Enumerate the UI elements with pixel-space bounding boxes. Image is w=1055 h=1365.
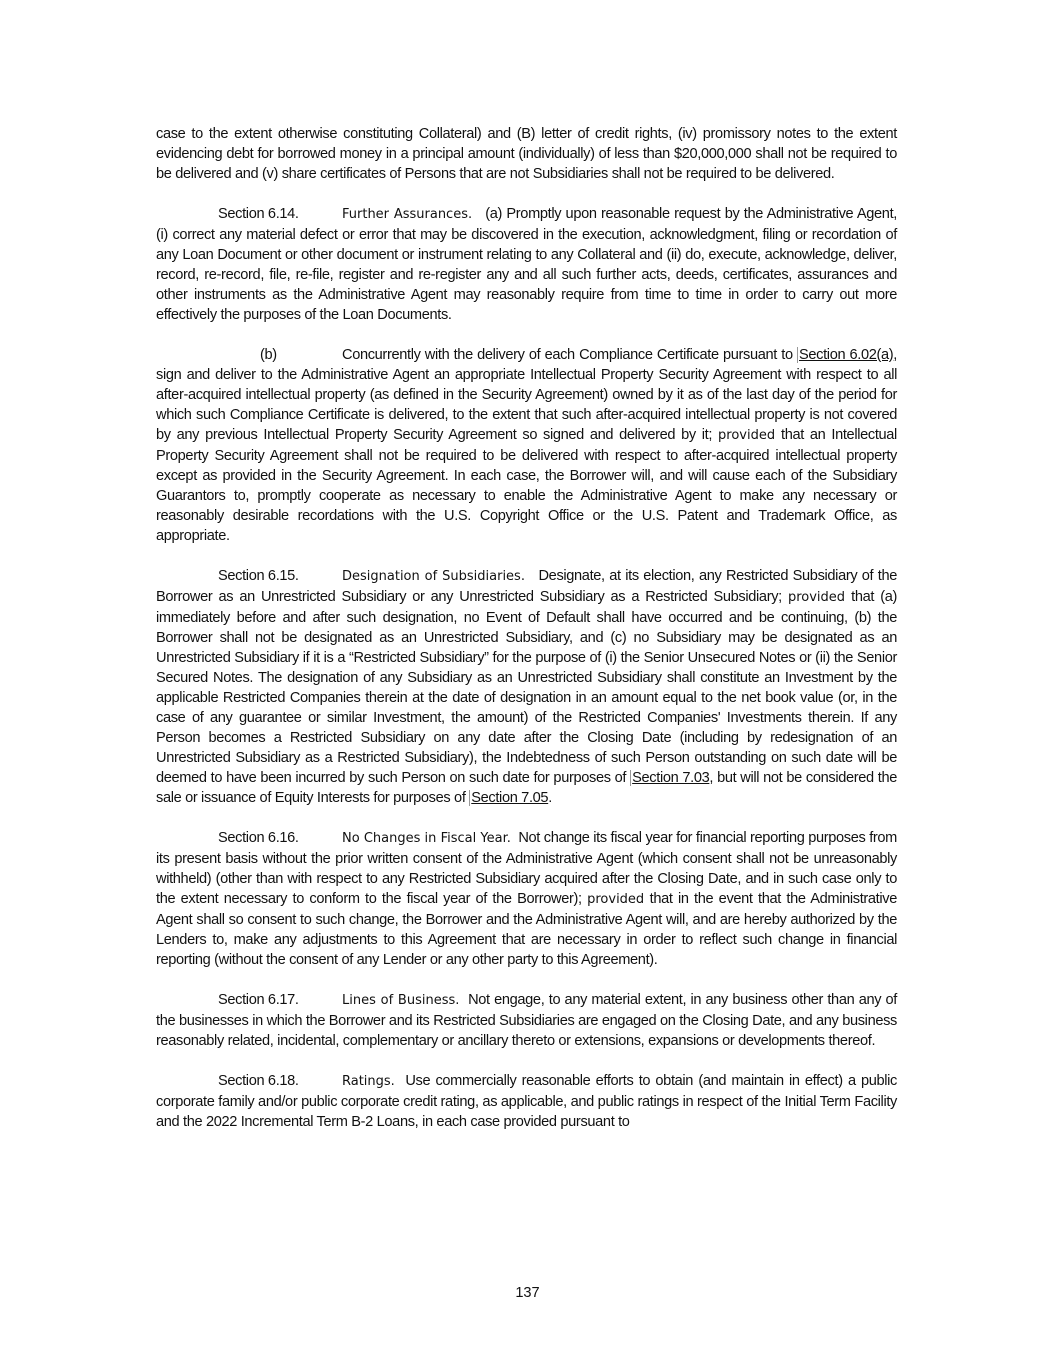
section-6-18 bbox=[156, 1071, 897, 1132]
section-body: Not engage, to any material extent, in any business other than any of the businesses in which the Borrower and its Restricted Subsidiaries are engaged on the Closing Date, and any business reasonably related, incidental, complementary or ancillary thereto or extensions, expansions or developments thereof. bbox=[156, 992, 897, 1049]
section-text-2: that in the event that the Administrative Agent shall so consent to such change, the Borrower and the Administrative Agent will, and are hereby authorized by the Lenders to, make any adjustments to this Agreement that are necessary in order to reflect such change in financial reporting (without the consent of any Lender or any other party to this Agreement). bbox=[156, 891, 897, 968]
section-number: Section 6.15. bbox=[218, 568, 299, 584]
section-6-02a-link[interactable]: Section 6.02(a) bbox=[799, 347, 894, 363]
section-6-16 bbox=[156, 828, 897, 970]
clause-text-2: , sign and deliver to the Administrative Agent an appropriate Intellectual Property Security Agreement with respect to all after-acquired intellectual property (as defined in the Security Agreement) owned by it as of the last day of the period for which such Compliance Certificate is delivered, to the extent that such after-acquired intellectual property is not covered by any previous Intellectual Property Security Agreement so signed and delivered by it; bbox=[156, 347, 897, 443]
section-heading: Lines of Business. bbox=[342, 993, 460, 1008]
section-body: Use commercially reasonable efforts to obtain (and maintain in effect) a public corporate family and/or public corporate credit rating, as applicable, and public ratings in respect of the Initial Term Facility and the 2022 Incremental Term B-2 Loans, in each case provided pursuant to bbox=[156, 1073, 897, 1130]
section-text-3: , but will not be considered the sale or issuance of Equity Interests for purposes of bbox=[156, 770, 898, 806]
section-heading: No Changes in Fiscal Year. bbox=[342, 831, 511, 846]
page-number: 137 bbox=[515, 1285, 540, 1301]
paragraph-continuation bbox=[156, 124, 897, 184]
section-text-1: Designate, at its election, any Restricted Subsidiary of the Borrower as an Unrestricted Subsidiary or any Unrestricted Subsidiary as a Restricted Subsidiary; bbox=[156, 568, 897, 605]
paragraph-text: case to the extent otherwise constituting Collateral) and (B) letter of credit rights, (iv) promissory notes to the extent evidencing debt for borrowed money in a principal amount (individually) of less than $20,000,000 shall not be required to be delivered and (v) share certificates of Persons that are not Subsidiaries shall not be required to be delivered. bbox=[156, 126, 897, 182]
provided-term: provided bbox=[718, 428, 776, 443]
section-6-14-b bbox=[156, 345, 897, 546]
document-page bbox=[156, 124, 897, 1152]
section-heading: Ratings. bbox=[342, 1074, 395, 1089]
section-6-17 bbox=[156, 990, 897, 1051]
section-number: Section 6.18. bbox=[218, 1073, 299, 1089]
section-7-03-link[interactable]: Section 7.03 bbox=[632, 770, 710, 786]
section-number: Section 6.16. bbox=[218, 830, 299, 846]
section-number: Section 6.14. bbox=[218, 206, 299, 222]
section-text-2: that (a) immediately before and after such designation, no Event of Default shall have occurred and be continuing, (b) the Borrower shall not be designated as an Unrestricted Subsidiary, and (c) no Subsidiary may be designated as an Unrestricted Subsidiary if it is a “Restricted Subsidiary” for the purpose of (i) the Senior Unsecured Notes or (ii) the Senior Secured Notes. The designation of any Subsidiary as an Unrestricted Subsidiary shall constitute an Investment by the applicable Restricted Companies therein at the date of designation in an amount equal to the net book value (or, in the case of any guarantee or similar Investment, the amount) of the Restricted Companies' Investments therein. If any Person becomes a Restricted Subsidiary on any date after the Closing Date (including by redesignation of an Unrestricted Subsidiary as a Restricted Subsidiary), the Indebtedness of such Person outstanding on such date will be deemed to have been incurred by such Person on such date for purposes of bbox=[156, 589, 897, 786]
section-number: Section 6.17. bbox=[218, 992, 299, 1008]
provided-term: provided bbox=[787, 590, 846, 605]
clause-label: (b) bbox=[260, 347, 277, 363]
section-6-15 bbox=[156, 566, 897, 808]
section-text-4: . bbox=[548, 790, 552, 806]
section-6-14 bbox=[156, 204, 897, 325]
clause-text-1: Concurrently with the delivery of each Compliance Certificate pursuant to bbox=[342, 347, 793, 363]
section-text-1: Not change its fiscal year for financial reporting purposes from its present basis without the prior written consent of the Administrative Agent (which consent shall not be unreasonably withheld) (other than with respect to any Restricted Subsidiary acquired after the Closing Date, and in such case only to the extent necessary to conform to the fiscal year of the Borrower); bbox=[156, 830, 897, 907]
clause-text-3: that an Intellectual Property Security Agreement shall not be required to be delivered with respect to after-acquired intellectual property except as provided in the Security Agreement. In each case, the Borrower will, and will cause each of the Subsidiary Guarantors to, promptly cooperate as necessary to enable the Administrative Agent to make any necessary or reasonably desirable recordations with the U.S. Copyright Office or the U.S. Patent and Trademark Office, as appropriate. bbox=[156, 427, 897, 544]
section-heading: Further Assurances. bbox=[342, 207, 473, 222]
section-7-05-link[interactable]: Section 7.05 bbox=[471, 790, 549, 806]
provided-term: provided bbox=[587, 892, 645, 907]
section-body: (a) Promptly upon reasonable request by the Administrative Agent, (i) correct any material defect or error that may be discovered in the execution, acknowledgment, filing or recordation of any Loan Document or other document or instrument relating to any Collateral and (ii) do, execute, acknowledge, deliver, record, re-record, file, re-file, register and re-register any and all such further acts, deeds, certificates, assurances and other instruments as the Administrative Agent may reasonably require from time to time in order to carry out more effectively the purposes of the Loan Documents. bbox=[156, 206, 897, 323]
section-heading: Designation of Subsidiaries. bbox=[342, 569, 525, 584]
